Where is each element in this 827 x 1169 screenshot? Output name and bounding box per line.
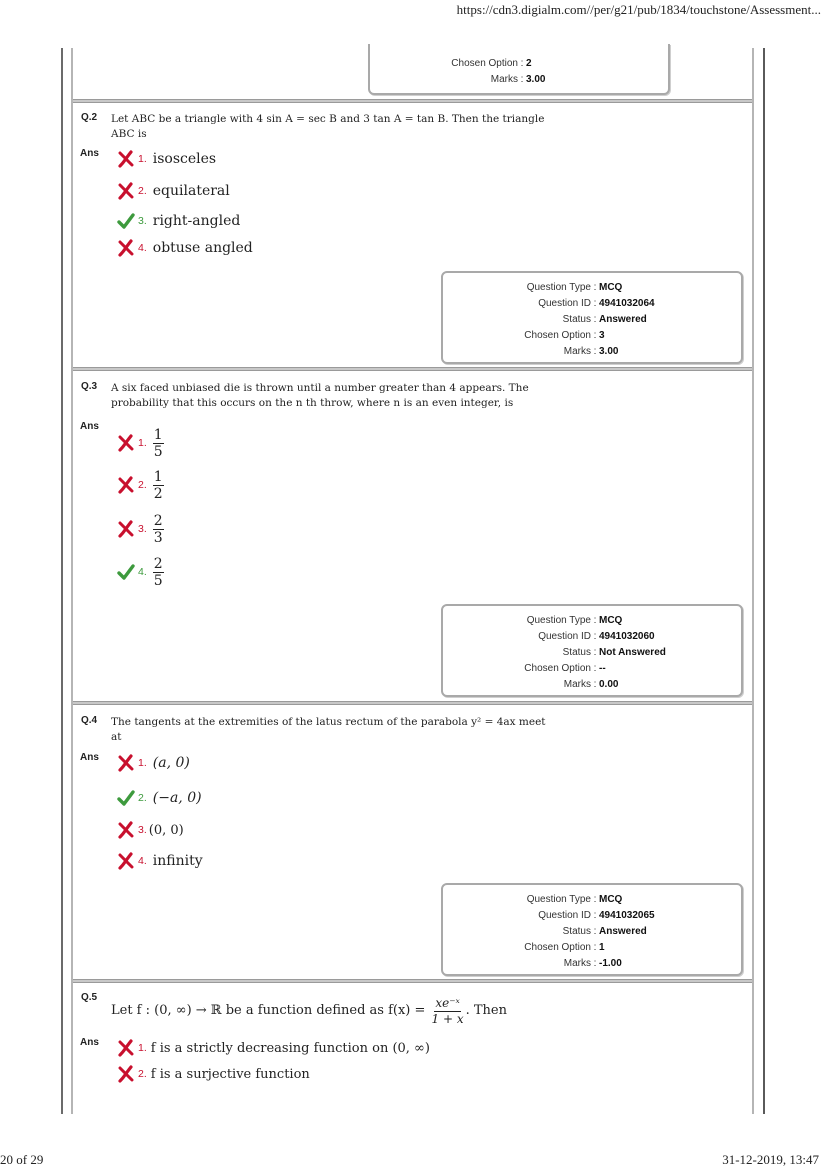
question-fraction	[432, 996, 464, 1027]
fraction-denominator: 1 + x	[431, 1011, 464, 1026]
option-3	[117, 209, 240, 233]
option-text: (−a, 0)	[152, 790, 202, 806]
info-colon: :	[593, 926, 597, 937]
info-key: Chosen Option	[524, 663, 591, 674]
ans-label: Ans	[80, 421, 99, 432]
option-text: f is a surjective function	[150, 1066, 310, 1082]
cross-icon	[117, 476, 135, 494]
info-key: Marks	[490, 74, 518, 85]
info-colon: :	[593, 282, 597, 293]
option-number: 1.	[138, 757, 147, 769]
check-icon	[117, 563, 135, 581]
info-colon: :	[593, 631, 597, 642]
option-text: obtuse angled	[152, 240, 253, 256]
info-colon: :	[593, 615, 597, 626]
question-block-q3	[73, 381, 752, 701]
option-1	[117, 425, 164, 461]
info-value: MCQ	[599, 282, 623, 293]
info-colon: :	[520, 58, 524, 69]
section-divider	[73, 979, 752, 983]
section-divider	[73, 99, 752, 103]
option-4	[117, 554, 164, 590]
option-number: 2.	[138, 479, 147, 491]
option-number: 2.	[138, 185, 147, 197]
option-3	[117, 511, 164, 547]
info-key: Question ID	[538, 298, 591, 309]
question-text-line: The tangents at the extremities of the latus rectum of the parabola y² = 4ax meet	[111, 716, 546, 728]
option-4	[117, 236, 253, 260]
option-2	[117, 467, 164, 503]
option-2	[117, 1062, 310, 1086]
ans-label: Ans	[80, 148, 99, 159]
info-value: 2	[526, 58, 532, 69]
question-block-q5	[73, 992, 752, 1114]
info-colon: :	[593, 942, 597, 953]
info-row-marks	[443, 677, 741, 693]
question-number: Q.3	[81, 381, 98, 392]
question-text: Let ABC be a triangle with 4 sin A = sec B and 3 tan A = tan B. Then the triangle ABC is	[111, 113, 545, 140]
info-row-status	[443, 312, 741, 328]
info-row-question-type	[443, 280, 741, 296]
option-text: equilateral	[152, 183, 230, 199]
option-number: 1.	[138, 153, 147, 165]
info-colon: :	[593, 894, 597, 905]
print-timestamp: 31-12-2019, 13:47	[722, 1152, 819, 1167]
info-row-marks	[443, 956, 741, 972]
info-key: Marks	[563, 346, 591, 357]
info-key: Question Type	[526, 615, 591, 626]
frame-border-outer-left	[61, 48, 63, 1114]
info-value: 0.00	[599, 679, 619, 690]
question-info-box	[441, 883, 743, 976]
info-value: Not Answered	[599, 647, 666, 658]
cross-icon	[117, 520, 135, 538]
info-key: Question Type	[526, 894, 591, 905]
option-text: right-angled	[152, 213, 241, 229]
question-text	[111, 381, 571, 411]
info-colon: :	[593, 910, 597, 921]
info-colon: :	[520, 74, 524, 85]
info-key: Status	[562, 926, 591, 937]
option-text: (0, 0)	[148, 822, 184, 838]
info-colon: :	[593, 330, 597, 341]
frame-border-outer-right	[763, 48, 765, 1114]
option-1	[117, 751, 190, 775]
option-number: 1.	[138, 437, 147, 449]
question-text	[111, 992, 611, 1030]
info-row-chosen-option	[370, 56, 668, 72]
page-url: https://cdn3.digialm.com//per/g21/pub/1834/touchstone/Assessment...	[456, 2, 821, 17]
info-row-status	[443, 924, 741, 940]
ans-label: Ans	[80, 752, 99, 763]
info-key: Chosen Option	[524, 330, 591, 341]
page-counter: 20 of 29	[0, 1152, 44, 1167]
info-row-question-type	[443, 892, 741, 908]
info-key: Chosen Option	[524, 942, 591, 953]
info-colon: :	[593, 346, 597, 357]
info-value: Answered	[599, 314, 647, 325]
info-key: Question Type	[526, 282, 591, 293]
fraction-denominator: 5	[153, 443, 163, 460]
check-icon	[117, 212, 135, 230]
question-block-q2	[73, 112, 752, 367]
cross-icon	[117, 852, 135, 870]
option-fraction	[153, 427, 164, 460]
info-key: Question ID	[538, 631, 591, 642]
info-colon: :	[593, 663, 597, 674]
fraction-denominator: 3	[153, 529, 163, 546]
option-fraction	[153, 513, 164, 546]
option-4	[117, 849, 203, 873]
question-block-q4	[73, 715, 752, 980]
cross-icon	[117, 754, 135, 772]
info-colon: :	[593, 298, 597, 309]
info-key: Status	[562, 314, 591, 325]
fraction-numerator: 1	[153, 468, 163, 485]
info-value: -1.00	[599, 958, 622, 969]
info-row-status	[443, 645, 741, 661]
question-number: Q.2	[81, 112, 98, 123]
option-number: 3.	[138, 824, 147, 836]
info-value: 4941032064	[599, 298, 655, 309]
section-divider	[73, 701, 752, 705]
info-row-chosen-option	[443, 661, 741, 677]
fraction-denominator: 2	[153, 485, 163, 502]
cross-icon	[117, 150, 135, 168]
info-colon: :	[593, 314, 597, 325]
cross-icon	[117, 239, 135, 257]
info-row-chosen-option	[443, 328, 741, 344]
info-colon: :	[593, 958, 597, 969]
option-text: (a, 0)	[152, 755, 190, 771]
info-value: --	[599, 663, 606, 674]
info-value: 1	[599, 942, 605, 953]
question-info-box	[441, 604, 743, 697]
cross-icon	[117, 1039, 135, 1057]
option-number: 4.	[138, 566, 147, 578]
info-row-question-id	[443, 629, 741, 645]
fraction-numerator: 1	[153, 426, 163, 443]
option-text: f is a strictly decreasing function on (0, ∞)	[150, 1040, 430, 1056]
info-value: 4941032065	[599, 910, 655, 921]
question-text-part: Let f : (0, ∞) → ℝ be a function defined as f(x) =	[111, 1003, 430, 1018]
option-number: 4.	[138, 242, 147, 254]
info-value: 3	[599, 330, 605, 341]
option-1	[117, 147, 216, 171]
info-colon: :	[593, 679, 597, 690]
question-number: Q.4	[81, 715, 98, 726]
info-row-chosen-option	[443, 940, 741, 956]
cross-icon	[117, 434, 135, 452]
option-1	[117, 1036, 430, 1060]
option-fraction	[153, 556, 164, 589]
section-divider	[73, 367, 752, 371]
option-number: 3.	[138, 215, 147, 227]
info-key: Chosen Option	[451, 58, 518, 69]
question-number: Q.5	[81, 992, 98, 1003]
info-value: Answered	[599, 926, 647, 937]
question-text-line: probability that this occurs on the n th throw, where n is an even integer, is	[111, 397, 514, 409]
fraction-numerator: xe⁻ˣ	[435, 995, 460, 1010]
info-key: Status	[562, 647, 591, 658]
info-key: Marks	[563, 958, 591, 969]
info-value: MCQ	[599, 615, 623, 626]
info-value: 3.00	[599, 346, 619, 357]
info-key: Marks	[563, 679, 591, 690]
question-text-line: A six faced unbiased die is thrown until a number greater than 4 appears. The	[111, 382, 529, 394]
info-key: Question ID	[538, 910, 591, 921]
cross-icon	[117, 821, 135, 839]
info-colon: :	[593, 647, 597, 658]
fraction-numerator: 2	[153, 555, 163, 572]
info-row-marks	[370, 72, 668, 88]
cross-icon	[117, 1065, 135, 1083]
option-number: 4.	[138, 855, 147, 867]
fraction-denominator: 5	[153, 572, 163, 589]
cross-icon	[117, 182, 135, 200]
option-number: 2.	[138, 792, 147, 804]
option-number: 2.	[138, 1068, 147, 1080]
question-text-line: at	[111, 731, 122, 743]
info-value: MCQ	[599, 894, 623, 905]
ans-label: Ans	[80, 1037, 99, 1048]
option-text: infinity	[152, 853, 203, 869]
info-value: 4941032060	[599, 631, 655, 642]
option-fraction	[153, 469, 164, 502]
info-row-question-id	[443, 908, 741, 924]
fraction-numerator: 2	[153, 512, 163, 529]
check-icon	[117, 789, 135, 807]
question-info-box	[441, 271, 743, 364]
frame-border-inner-right	[752, 48, 754, 1114]
info-row-question-type	[443, 613, 741, 629]
option-number: 3.	[138, 523, 147, 535]
option-2	[117, 786, 202, 810]
question-text-part: . Then	[465, 1003, 507, 1018]
question-info-box-prev	[368, 44, 670, 95]
option-2	[117, 179, 230, 203]
question-text	[111, 715, 571, 745]
option-text: isosceles	[152, 151, 217, 167]
option-3	[117, 818, 184, 842]
info-row-marks	[443, 344, 741, 360]
info-row-question-id	[443, 296, 741, 312]
option-number: 1.	[138, 1042, 147, 1054]
info-value: 3.00	[526, 74, 546, 85]
